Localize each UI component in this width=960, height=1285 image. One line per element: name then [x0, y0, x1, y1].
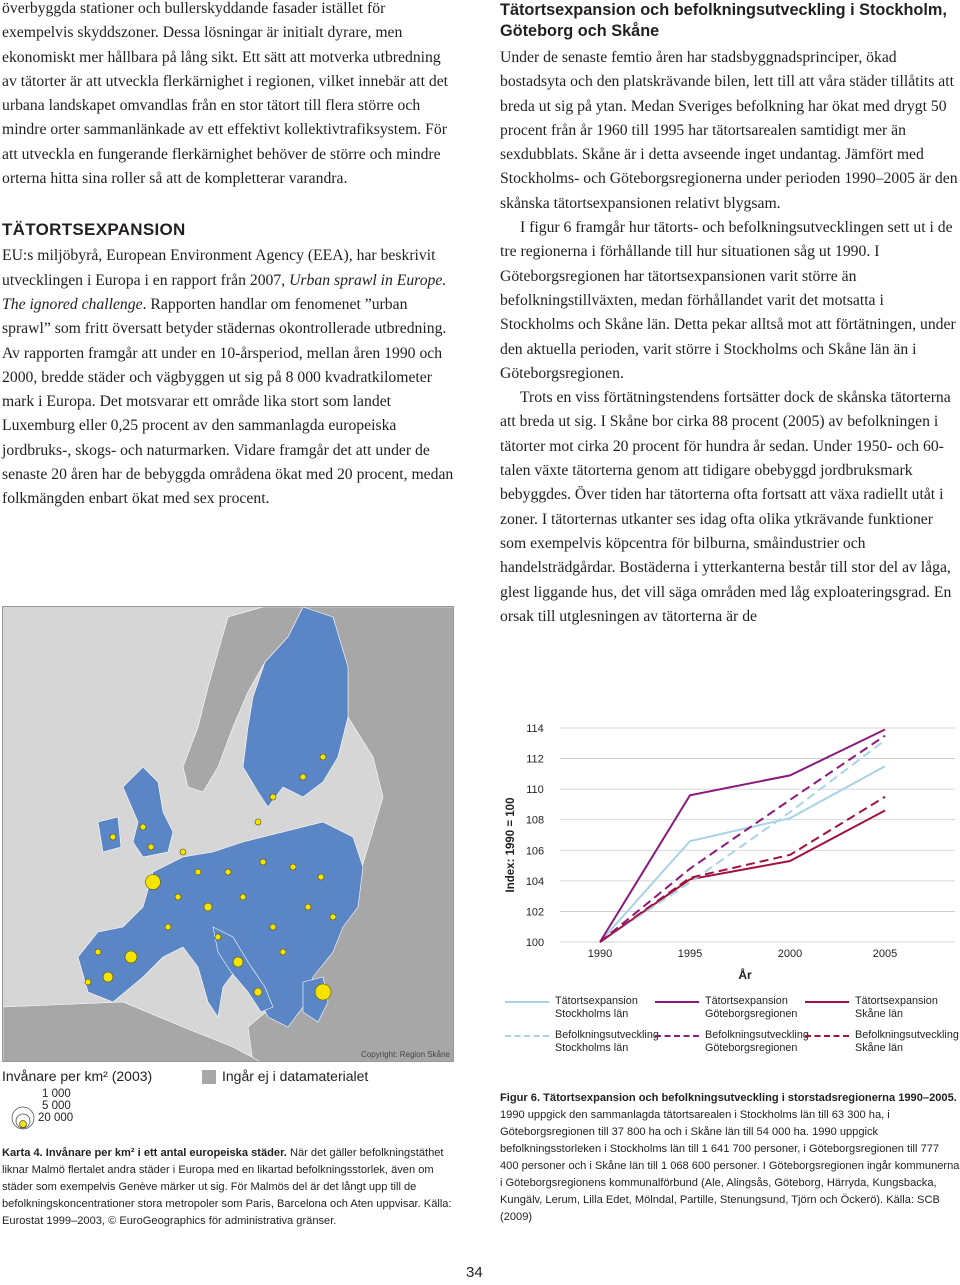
legend-line-swatch: [655, 1035, 699, 1037]
legend-label-line2: Stockholms län: [555, 1042, 629, 1054]
y-tick-label: 104: [525, 875, 545, 888]
legend-label-line2: Skåne län: [855, 1042, 904, 1054]
intro-paragraph: överbyggda stationer och bullerskyddande fasader istället för exempelvis skyddszoner. Dessa lösningar är initialt dyrare, men ekonomiskt mer hållbara på lång sikt. Ett sätt att motverka utbredning av tätorter är att utveckla flerkärnighet i regionen, vilket innebär att det urbana landskapet omvandlas från en stor tätort till flera större och mindre orter sammanlänkade av ett effektivt kollektivtrafiksystem. För att utveckla en fungerande flerkärnighet behöver de större och mindre orterna hitta sina roller så att de kompletterar varandra.: [2, 0, 449, 188]
city-dot: [204, 903, 212, 911]
chart-caption-text: 1990 uppgick den sammanlagda tätortsarealen i Stockholms län till 63 300 ha, i Göteborgsregionen till 37 800 ha och i Skåne län till 54 000 ha. 1990 uppgick befolkningsstorleken i Stockholms län till 1 641 700 personer, i Göteborgsregionen till 777 400 personer och i Skåne län till 1 068 600 personer. I Göteborgsregionen ingår kommunerna i Göteborgsregionens kommunalförbund (Ale, Alingsås, Göteborg, Härryda, Kungsbacka, Kungälv, Lerum, Lilla Edet, Mölndal, Partille, Stenungsund, Tjörn och Öckerö). Källa: SCB (2009): [500, 1109, 960, 1223]
city-dot: [330, 914, 336, 920]
legend-label-line1: Tätortsexpansion: [855, 995, 938, 1007]
map-legend: [2, 1066, 454, 1130]
map-caption: [2, 1145, 454, 1230]
city-dot: [225, 869, 231, 875]
city-dot: [180, 849, 186, 855]
eea-paragraph: [2, 244, 454, 511]
city-dot: [215, 934, 221, 940]
x-tick-label: 1995: [677, 948, 703, 960]
y-tick-label: 108: [525, 814, 545, 827]
city-dot: [270, 924, 276, 930]
city-dot: [140, 824, 146, 830]
city-dot: [290, 864, 296, 870]
left-column: [2, 0, 454, 512]
city-dot: [146, 875, 161, 890]
legend-label-line2: Skåne län: [855, 1008, 904, 1020]
city-dot: [240, 894, 246, 900]
right-section-heading: Tätortsexpansion och befolkningsutveckling i Stockholm, Göteborg och Skåne: [500, 1, 947, 40]
city-dot: [280, 949, 286, 955]
chart-caption: [500, 1090, 960, 1226]
city-dot: [95, 949, 101, 955]
right-paragraph-3: Trots en viss förtätningstendens fortsätter dock de skånska tätorterna att breda ut sig. I Skåne bor cirka 88 procent (2005) av befolkningen i tätorter mot cirka 20 procent för hundra år sedan. Under 1950- och 60-talen växte tätorterna genom att tidigare obebyggd jordbruksmark bebyggdes. Över tiden har tätorterna ofta fortsatt att växa radiellt utåt i zoner. I tätorternas utkanter ses idag ofta olika ytkrävande funktioner som exempelvis köpcentra för bilburna, småindustrier och handelsträdgårdar. Bostäderna i ytterkanterna består till stor del av låga, glest liggande hus, det vill säga områden med låg exploateringsgrad. En orsak till utglesningen av tätorterna är de: [500, 389, 952, 625]
europe-density-map: [2, 606, 454, 1062]
series-line: [600, 811, 885, 942]
legend-line-swatch: [505, 1001, 549, 1003]
excluded-label: Ingår ej i datamaterialet: [222, 1068, 369, 1084]
legend-label: [555, 1029, 659, 1055]
city-dot: [260, 859, 266, 865]
legend-line-swatch: [805, 1035, 849, 1037]
legend-value-1000: 1 000: [42, 1088, 71, 1100]
city-dot: [148, 844, 154, 850]
excluded-swatch: [202, 1070, 216, 1084]
city-dot: [85, 979, 91, 985]
legend-value-5000: 5 000: [42, 1100, 71, 1112]
section-heading-tatortsexpansion: TÄTORTSEXPANSION: [2, 220, 186, 240]
series-line: [600, 730, 885, 942]
y-tick-label: 110: [526, 784, 544, 797]
legend-label-line2: Göteborgsregionen: [705, 1008, 798, 1020]
legend-label-line2: Göteborgsregionen: [705, 1042, 798, 1054]
y-tick-label: 112: [526, 753, 544, 766]
legend-label-line1: Befolkningsutveckling: [555, 1029, 659, 1041]
legend-label: [855, 1029, 959, 1055]
eea-text-a: EU:s miljöbyrå, European Environment Agency (EEA), har beskrivit utvecklingen i Europa i en rapport från 2007,: [2, 247, 436, 289]
city-dot: [125, 951, 137, 963]
legend-label-line2: Stockholms län: [555, 1008, 629, 1020]
city-dot: [320, 754, 326, 760]
x-tick-label: 1990: [587, 948, 613, 960]
city-dot: [318, 874, 324, 880]
city-dot: [110, 834, 116, 840]
legend-value-20000: 20 000: [38, 1112, 74, 1124]
legend-label: [705, 1029, 809, 1055]
chart-svg: [500, 710, 960, 990]
city-dot: [233, 957, 243, 967]
eea-text-b: . Rapporten handlar om fenomenet ”urban sprawl” som fritt översatt betyder städernas okontrollerade utbredning. Av rapporten framgår att under en 10-årsperiod, mellan åren 1990 och 2000, bredde städer och vägbyggen ut sig på 8 000 kvadratkilometer mark i Europa. Det motsvarar ett område lika stort som landet Luxemburg eller 0,25 procent av den sammanlagda europeiska jordbruks-, skogs- och naturmarken. Vidare framgår det att under de senaste 20 åren har de bebyggda områdena ökat med 20 procent, medan folkmängden enbart ökat med sex procent.: [2, 295, 454, 508]
city-dot: [254, 988, 262, 996]
city-dot: [300, 774, 306, 780]
right-paragraph-1: Under de senaste femtio åren har stadsbyggnadsprinciper, ökad bostadsyta och den platskrävande bilen, lett till att våra städer tillåtits att breda ut sig på ytan. Medan Sveriges befolkning har ökat med drygt 50 procent från år 1960 till 1995 har tätortsarealen samtidigt mer än sexdubblats. Skåne är i detta avseende inget undantag. Jämfört med Stockholms- och Göteborgsregionerna under perioden 1990–2005 är den skånska tätortsexpansionen relativt blygsam.: [500, 49, 958, 212]
series-line: [600, 766, 885, 942]
legend-line-swatch: [505, 1035, 549, 1037]
city-dot: [255, 819, 261, 825]
y-axis-label: Index: 1990 = 100: [505, 797, 517, 893]
legend-label-line1: Befolkningsutveckling: [855, 1029, 959, 1041]
y-tick-label: 100: [525, 937, 545, 949]
city-dot: [175, 894, 181, 900]
x-tick-label: 2005: [872, 948, 898, 960]
non-eu-land-south: [3, 1002, 263, 1062]
x-axis-label: År: [738, 968, 752, 982]
legend-label: [555, 995, 638, 1021]
right-paragraph-2: I figur 6 framgår hur tätorts- och befolkningsutvecklingen sett ut i de tre regionerna i förhållande till hur situationen såg ut 1990. I Göteborgsregionen har tätortsexpansionen varit större än befolkningstillväxten, medan förhållandet varit det motsatta i Stockholms och Skåne län. Detta pekar alltså mot att förtätningen, under den aktuella perioden, varit större i Stockholms och Skåne län än i Göteborgsregionen.: [500, 219, 956, 382]
legend-label-line1: Befolkningsutveckling: [705, 1029, 809, 1041]
legend-label: [705, 995, 797, 1021]
city-dot: [103, 972, 113, 982]
map-caption-label: Karta 4. Invånare per km² i ett antal europeiska städer.: [2, 1147, 287, 1159]
legend-label-line1: Tätortsexpansion: [555, 995, 638, 1007]
city-dot: [270, 794, 276, 800]
map-copyright: Copyright: Region Skåne: [361, 1050, 450, 1059]
europe-map-graphic: [3, 607, 454, 1062]
city-dot: [165, 924, 171, 930]
page-number: 34: [466, 1264, 483, 1281]
chart-caption-label: Figur 6. Tätortsexpansion och befolkningsutveckling i storstadsregionerna 1990–2005.: [500, 1092, 957, 1104]
legend-line-swatch: [655, 1001, 699, 1003]
city-dot: [315, 984, 331, 1000]
right-column: [500, 0, 960, 629]
city-dot: [305, 904, 311, 910]
index-line-chart: [500, 710, 960, 990]
legend-label: [855, 995, 938, 1021]
x-tick-label: 2000: [777, 948, 803, 960]
map-legend-title: Invånare per km² (2003): [2, 1068, 153, 1084]
y-tick-label: 102: [525, 906, 545, 919]
chart-legend: [505, 995, 960, 1075]
y-tick-label: 114: [526, 723, 544, 735]
y-tick-label: 106: [525, 845, 545, 858]
map-caption-text: När det gäller befolkningstäthet liknar Malmö flertalet andra städer i Europa med en likartad befolkningsstorlek, även om städer som exempelvis Genève märker ut sig. För Malmös del är det långt upp till de befolkningskoncentrationer stora metropoler som Paris, Barcelona och Aten uppvisar. Källa: Eurostat 1999–2003, © EuroGeographics för administrativa gränser.: [2, 1147, 452, 1227]
city-dot: [195, 869, 201, 875]
report-title: Urban sprawl in Europe. The ignored challenge: [2, 271, 447, 313]
legend-line-swatch: [805, 1001, 849, 1003]
legend-label-line1: Tätortsexpansion: [705, 995, 788, 1007]
uk-ireland: [98, 767, 173, 857]
